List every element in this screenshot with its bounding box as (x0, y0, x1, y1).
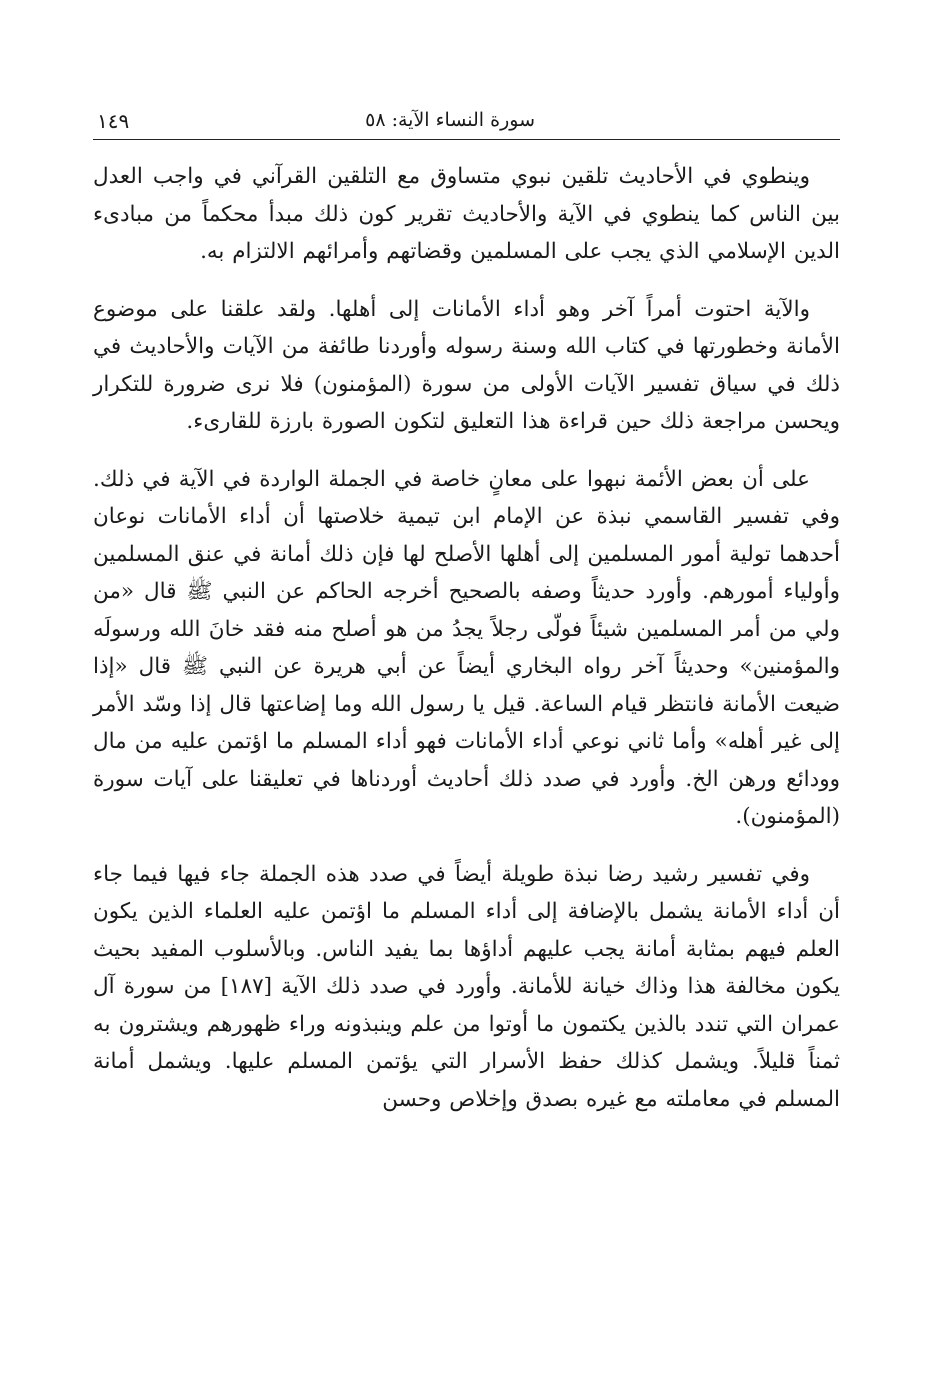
chapter-title: سورة النساء الآية: ٥٨ (365, 109, 535, 131)
paragraph-2: والآية احتوت أمراً آخر وهو أداء الأمانات إلى أهلها. ولقد علقنا على موضوع الأمانة وخطورتها في كتاب الله وسنة رسوله وأوردنا طائفة من الآيات والأحاديث في ذلك في سياق تفسير الآيات الأولى من سورة (المؤمنون) فلا نرى ضرورة للتكرار ويحسن مراجعة ذلك حين قراءة هذا التعليق لتكون الصورة بارزة للقارىء. (93, 296, 840, 434)
running-header (93, 95, 840, 140)
page-number: ١٤٩ (97, 109, 130, 133)
paragraph-1: وينطوي في الأحاديث تلقين نبوي متساوق مع التلقين القرآني في واجب العدل بين الناس كما ينطوي في الآية والأحاديث تقرير كون ذلك مبدأ محكماً من مبادىء الدين الإسلامي الذي يجب على المسلمين وقضاتهم وأمرائهم الالتزام به. (93, 164, 840, 264)
book-page (93, 95, 840, 1138)
paragraph-3: على أن بعض الأئمة نبهوا على معانٍ خاصة في الجملة الواردة في الآية في ذلك. وفي تفسير القاسمي نبذة عن الإمام ابن تيمية خلاصتها أن أداء الأمانات نوعان أحدهما تولية أمور المسلمين إلى أهلها الأصلح لها فإن ذلك أمانة في عنق المسلمين وأولياء أمورهم. وأورد حديثاً وصفه بالصحيح أخرجه الحاكم عن النبي ﷺ قال «من ولي من أمر المسلمين شيئاً فولّى رجلاً يجدُ من هو أصلح منه فقد خانَ الله ورسولَه والمؤمنين» وحديثاً آخر رواه البخاري أيضاً عن أبي هريرة عن النبي ﷺ قال «إذا ضيعت الأمانة فانتظر قيام الساعة. قيل يا رسول الله وما إضاعتها قال إذا وسّد الأمر إلى غير أهله» وأما ثاني نوعي أداء الأمانات فهو أداء المسلم ما اؤتمن عليه من مال وودائع ورهن الخ. وأورد في صدد ذلك أحاديث أوردناها في تعليقنا على آيات سورة (المؤمنون). (93, 466, 840, 829)
page-body (93, 158, 840, 1118)
paragraph-4: وفي تفسير رشيد رضا نبذة طويلة أيضاً في صدد هذه الجملة جاء فيها فيما جاء أن أداء الأمانة يشمل بالإضافة إلى أداء المسلم ما اؤتمن عليه العلماء الذين يكون العلم فيهم بمثابة أمانة يجب عليهم أداؤها بما يفيد الناس. وبالأسلوب المفيد بحيث يكون مخالفة هذا وذاك خيانة للأمانة. وأورد في صدد ذلك الآية [١٨٧] من سورة آل عمران التي تندد بالذين يكتمون ما أوتوا من علم وينبذونه وراء ظهورهم ويشترون به ثمناً قليلاً. ويشمل كذلك حفظ الأسرار التي يؤتمن المسلم عليها. ويشمل أمانة المسلم في معاملته مع غيره بصدق وإخلاص وحسن (93, 861, 840, 1112)
